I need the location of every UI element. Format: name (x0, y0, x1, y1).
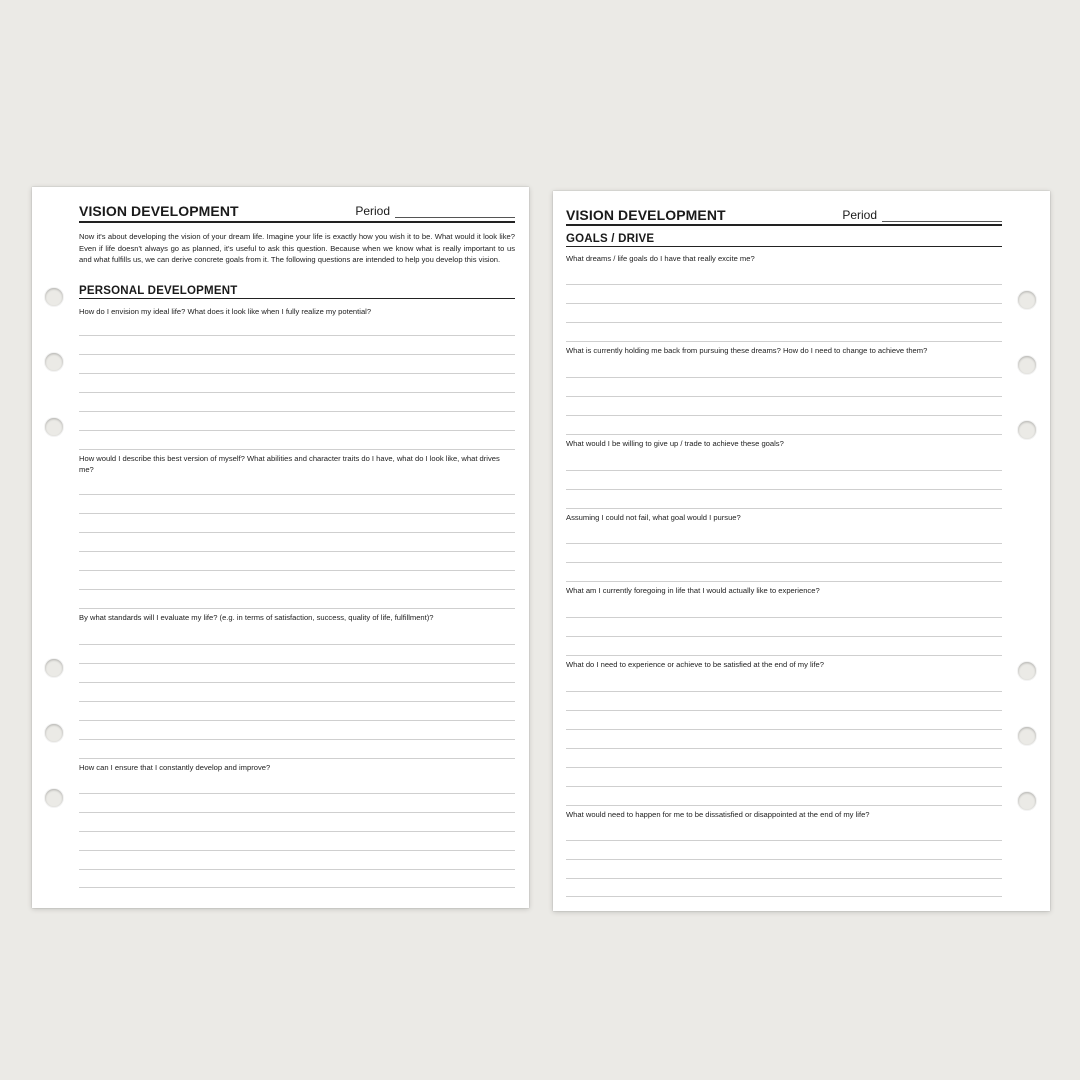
punch-hole (45, 659, 63, 677)
period-label: Period (842, 208, 877, 222)
writing-line[interactable] (566, 470, 1002, 471)
period-field[interactable] (842, 208, 1002, 222)
header-rule (566, 224, 1002, 226)
writing-line[interactable] (79, 644, 515, 645)
question-text: How do I envision my ideal life? What does it look like when I fully realize my potential? (79, 307, 372, 316)
planner-page-left (32, 187, 529, 908)
writing-line[interactable] (79, 513, 515, 514)
punch-hole (45, 353, 63, 371)
question-text: How would I describe this best version of myself? What abilities and character traits do I have, what do I look like, what drives me? (79, 454, 500, 474)
writing-line[interactable] (566, 729, 1002, 730)
writing-line[interactable] (566, 508, 1002, 509)
writing-line[interactable] (566, 562, 1002, 563)
punch-hole (45, 288, 63, 306)
writing-line[interactable] (566, 805, 1002, 806)
writing-line[interactable] (79, 869, 515, 870)
punch-hole (45, 724, 63, 742)
writing-line[interactable] (566, 691, 1002, 692)
punch-hole (45, 418, 63, 436)
question-text: How can I ensure that I constantly develop and improve? (79, 763, 271, 772)
period-field[interactable] (355, 204, 515, 218)
writing-line[interactable] (79, 758, 515, 759)
section-heading: PERSONAL DEVELOPMENT (79, 285, 515, 299)
writing-line[interactable] (79, 354, 515, 355)
writing-line[interactable] (79, 449, 515, 450)
writing-line[interactable] (79, 373, 515, 374)
writing-line[interactable] (566, 489, 1002, 490)
punch-hole (1018, 356, 1036, 374)
writing-line[interactable] (79, 551, 515, 552)
writing-line[interactable] (566, 617, 1002, 618)
writing-line[interactable] (79, 850, 515, 851)
writing-line[interactable] (566, 341, 1002, 342)
writing-line[interactable] (79, 570, 515, 571)
punch-hole (1018, 662, 1036, 680)
writing-line[interactable] (79, 494, 515, 495)
writing-line[interactable] (566, 396, 1002, 397)
writing-line[interactable] (79, 532, 515, 533)
writing-line[interactable] (566, 543, 1002, 544)
writing-line[interactable] (566, 377, 1002, 378)
writing-line[interactable] (566, 322, 1002, 323)
question-text: What do I need to experience or achieve to be satisfied at the end of my life? (566, 660, 824, 669)
writing-line[interactable] (79, 608, 515, 609)
planner-page-right (553, 191, 1050, 911)
header-rule (79, 221, 515, 223)
writing-line[interactable] (566, 284, 1002, 285)
writing-line[interactable] (79, 682, 515, 683)
intro-paragraph: Now it's about developing the vision of your dream life. Imagine your life is exactly how you wish it to be. What would it look like? Even if life doesn't always go as planned, it's useful to ask this question. Because when we know what is really important to us and what fulfills us, we can derive concrete goals from it. The following questions are intended to help you develop this vision. (79, 232, 515, 264)
writing-line[interactable] (79, 887, 515, 888)
writing-line[interactable] (79, 663, 515, 664)
question-text: What am I currently foregoing in life that I would actually like to experience? (566, 586, 820, 595)
writing-line[interactable] (566, 878, 1002, 879)
writing-line[interactable] (566, 840, 1002, 841)
question-text: Assuming I could not fail, what goal would I pursue? (566, 513, 741, 522)
question-text: What dreams / life goals do I have that really excite me? (566, 254, 755, 263)
writing-line[interactable] (566, 636, 1002, 637)
writing-line[interactable] (566, 859, 1002, 860)
question-text: By what standards will I evaluate my life? (e.g. in terms of satisfaction, success, quality of life, fulfillment)? (79, 613, 434, 622)
section-heading: GOALS / DRIVE (566, 233, 1002, 247)
writing-line[interactable] (566, 748, 1002, 749)
page-title: VISION DEVELOPMENT (566, 207, 726, 223)
writing-line[interactable] (79, 812, 515, 813)
period-blank[interactable] (882, 210, 1002, 222)
period-blank[interactable] (395, 206, 515, 218)
punch-hole (1018, 421, 1036, 439)
writing-line[interactable] (566, 896, 1002, 897)
punch-hole (1018, 291, 1036, 309)
writing-line[interactable] (79, 739, 515, 740)
writing-line[interactable] (566, 415, 1002, 416)
writing-line[interactable] (566, 655, 1002, 656)
writing-line[interactable] (79, 793, 515, 794)
writing-line[interactable] (566, 434, 1002, 435)
writing-line[interactable] (566, 581, 1002, 582)
question-text: What is currently holding me back from pursuing these dreams? How do I need to change to achieve them? (566, 346, 928, 355)
question-text: What would I be willing to give up / trade to achieve these goals? (566, 439, 784, 448)
writing-line[interactable] (566, 303, 1002, 304)
writing-line[interactable] (79, 335, 515, 336)
page-title: VISION DEVELOPMENT (79, 203, 239, 219)
question-text: What would need to happen for me to be dissatisfied or disappointed at the end of my life? (566, 810, 870, 819)
punch-hole (1018, 792, 1036, 810)
writing-line[interactable] (79, 430, 515, 431)
writing-line[interactable] (79, 701, 515, 702)
period-label: Period (355, 204, 390, 218)
punch-hole (1018, 727, 1036, 745)
writing-line[interactable] (79, 411, 515, 412)
writing-line[interactable] (79, 831, 515, 832)
writing-line[interactable] (79, 720, 515, 721)
writing-line[interactable] (566, 710, 1002, 711)
writing-line[interactable] (566, 767, 1002, 768)
writing-line[interactable] (79, 589, 515, 590)
punch-hole (45, 789, 63, 807)
writing-line[interactable] (79, 392, 515, 393)
writing-line[interactable] (566, 786, 1002, 787)
